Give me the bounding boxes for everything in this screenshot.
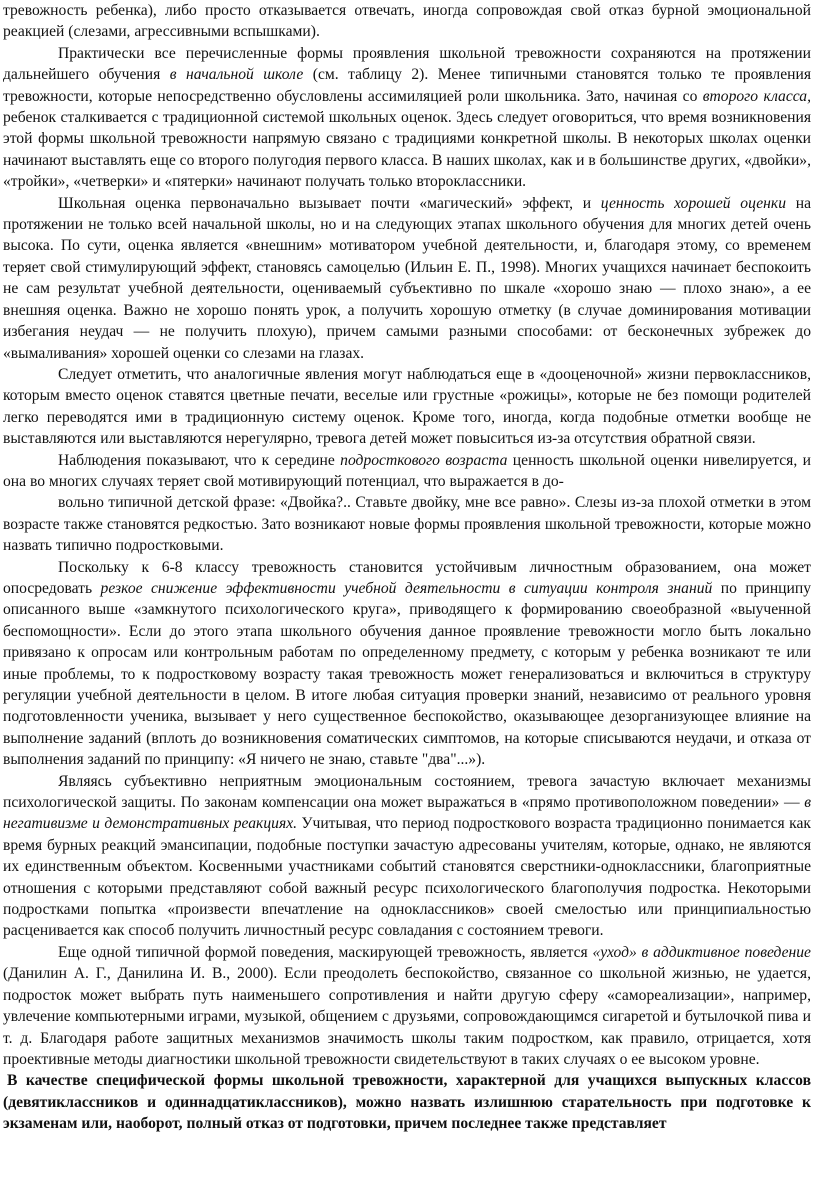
paragraph-1-text-2: (см. таблицу 2). Менее типичными становятся только те проявления тревожности, которые непосредственно обусловлены ассимиляцией роли школьника. Зато, начиная со [3, 66, 811, 105]
paragraph-8-text-2: (Данилин А. Г., Данилина И. В., 2000). Если преодолеть беспокойство, связанное со школьной жизнью, не удается, подросток может выбрать путь наименьшего сопротивления и найти другую сферу «самореализации», например, увлечение компьютерными играми, музыкой, общением с друзьями, сопровождающимся сигаретой и бутылочкой пива и т. д. Благодаря работе защитных механизмов значимость школы таким подростком, как правило, отрицается, хотя проективные методы диагностики школьной тревожности свидетельствуют в таких случаях о ее высоком уровне. [3, 965, 811, 1068]
paragraph-6-text-1: Поскольку к 6-8 классу тревожность становится устойчивым личностным образованием, она может опосредовать [3, 558, 811, 597]
paragraph-2-italic-1: ценность хорошей оценки [600, 194, 787, 212]
paragraph-1-text-1: Практически все перечисленные формы проявления школьной тревожности сохраняются на протяжении дальнейшего обучения [3, 44, 811, 84]
paragraph-2-text-2: на протяжении не только всей начальной школы, но и на следующих этапах школьного обучения для многих детей очень высока. По сути, оценка является «внешним» мотиватором учебной деятельности, и, благодаря этому, со временем теряет свой стимулирующий эффект, становясь самоцелью (Ильин Е. П., 1998). Многих учащихся начинает беспокоить не сам результат учебной деятельности, оцениваемый субъективно по шкале «хорошо знаю — плохо знаю», а ее внешняя оценка. Важно не хорошо понять урок, а получить хорошую отметку (в случае доминирования мотивации избегания неудач — не получить плохую), причем самыми разными способами: от бесконечных зубрежек до «вымаливания» хорошей оценки со слезами на глазах. [3, 194, 811, 362]
paragraph-0 [3, 0, 811, 43]
paragraph-0-text-1: тревожность ребенка), либо просто отказывается отвечать, иногда сопровождая свой отказ бурной эмоциональной реакцией (слезами, агрессивными вспышками). [3, 2, 811, 41]
paragraph-3 [3, 364, 811, 450]
paragraph-6-italic-1: резкое снижение эффективности учебной деятельности в ситуации контроля знаний [100, 579, 713, 597]
paragraph-7-text-1: Являясь субъективно неприятным эмоциональным состоянием, тревога зачастую включает механизмы психологической защиты. По законам компенсации она может выражаться в «прямо противоположном поведении» — [3, 772, 811, 812]
paragraph-2-text-1: Школьная оценка первоначально вызывает почти «магический» эффект, и [58, 194, 601, 212]
paragraph-4-text-1: Наблюдения показывают, что к середине [58, 451, 341, 469]
paragraph-1-italic-1: в начальной школе [169, 66, 304, 84]
paragraph-4-italic-1: подросткового возраста [340, 451, 508, 469]
paragraph-1-text-3: ребенок сталкивается с традиционной системой школьных оценок. Здесь следует оговориться, что время возникновения этой формы школьной тревожности напрямую связано с традициями конкретной школы. В некоторых школах оценки начинают выставлять еще со второго полугодия первого класса. В наших школах, как и в большинстве других, «двойки», «тройки», «четверки» и «пятерки» начинают получать только второклассники. [3, 109, 811, 191]
document-page [3, 0, 811, 1135]
paragraph-7 [3, 771, 811, 942]
paragraph-2 [3, 193, 811, 364]
paragraph-7-text-2: Учитывая, что период подросткового возраста традиционно понимается как время бурных реакций эмансипации, подобные поступки зачастую адресованы учителям, которые, однако, не являются их единственным объектом. Косвенными участниками событий становятся сверстники-одноклассники, благоприятные отношения с которыми представляют собой важный ресурс психологического благополучия подростка. Некоторыми подростками попытка «произвести впечатление на одноклассников» своей смелостью или принципиальностью расценивается как способ получить личностный ресурс совладания с состоянием тревоги. [3, 815, 811, 940]
paragraph-8-text-1: Еще одной типичной формой поведения, маскирующей тревожность, является [58, 943, 593, 961]
paragraph-4-text-2: ценность школьной оценки нивелируется, и она во многих случаях теряет свой мотивирующий потенциал, что выражается в до- [3, 451, 811, 490]
paragraph-8-italic-1: «уход» в аддиктивное поведение [592, 943, 811, 961]
paragraph-7-italic-1: в негативизме и демонстративных реакциях. [3, 794, 811, 833]
paragraph-1-italic-2: второго класса, [702, 87, 811, 105]
paragraph-4 [3, 450, 811, 493]
paragraph-9-text-1: В качестве специфической формы школьной тревожности, характерной для учащихся выпускных классов (девятиклассников и одиннадцатиклассников), можно назвать излишнюю старательность при подготовке к экзаменам или, наоборот, полный отказ от подготовки, причем последнее также представляет [3, 1072, 811, 1133]
paragraph-1 [3, 43, 811, 193]
paragraph-3-text-1: Следует отметить, что аналогичные явления могут наблюдаться еще в «дооценочной» жизни первоклассников, которым вместо оценок ставятся цветные печати, веселые или грустные «рожицы», которые не без помощи родителей легко переводятся ими в традиционную систему оценок. Кроме того, иногда, когда подобные отметки вообще не выставляются или выставляются нерегулярно, тревога детей может повыситься из-за отсутствия обратной связи. [3, 365, 811, 448]
paragraph-6-text-2: по принципу описанного выше «замкнутого психологического круга», приводящего к формированию своеобразной «выученной беспомощности». Если до этого этапа школьного обучения данное проявление тревожности могло быть локально привязано к опросам или контрольным работам по определенному предмету, с которым у ребенка возникают те или иные проблемы, то к подростковому возрасту такая тревожность может генерализоваться и включиться в структуру регуляции учебной деятельности в целом. В итоге любая ситуация проверки знаний, независимо от реального уровня подготовленности ученика, вызывает у него существенное беспокойство, оказывающее дезорганизующее влияние на выполнение заданий (вплоть до возникновения соматических симптомов, на которые списываются неудачи, и отказа от выполнения заданий по принципу: «Я ничего не знаю, ставьте "два"...»). [3, 579, 811, 769]
paragraph-9 [3, 1070, 811, 1134]
paragraph-5 [3, 492, 811, 556]
paragraph-6 [3, 557, 811, 771]
paragraph-8 [3, 942, 811, 1070]
paragraph-5-text-1: вольно типичной детской фразе: «Двойка?.. Ставьте двойку, мне все равно». Слезы из-за плохой отметки в этом возрасте также становятся редкостью. Зато возникают новые формы проявления школьной тревожности, которые можно назвать типично подростковыми. [3, 494, 811, 555]
